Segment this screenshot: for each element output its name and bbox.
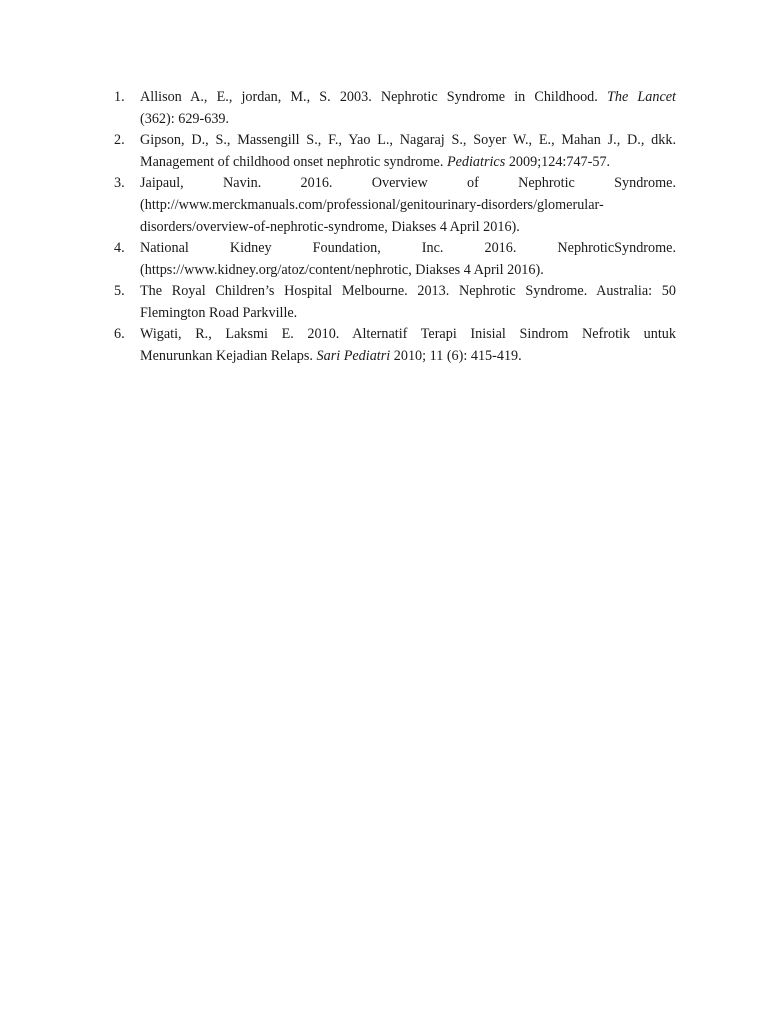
- reference-url: (https://www.kidney.org/atoz/content/nephrotic, Diakses 4 April 2016).: [140, 262, 544, 278]
- reference-number: 6.: [114, 326, 125, 342]
- reference-line: [140, 129, 676, 151]
- reference-line: [140, 259, 676, 281]
- reference-number: 1.: [114, 89, 125, 105]
- reference-list: [114, 86, 676, 366]
- reference-text: (362): 629-639.: [140, 111, 230, 127]
- reference-item: [114, 237, 676, 281]
- reference-item: [114, 280, 676, 324]
- reference-number: 2.: [114, 132, 125, 148]
- reference-line: [140, 172, 676, 194]
- reference-line: [140, 216, 676, 238]
- reference-number: 4.: [114, 240, 125, 256]
- reference-item: [114, 86, 676, 130]
- reference-text: The Royal Children’s Hospital Melbourne. 2013. Nephrotic Syndrome. Australia: 50: [140, 283, 676, 299]
- journal-title: Sari Pediatri: [316, 348, 391, 364]
- reference-text: Menurunkan Kejadian Relaps.: [140, 348, 317, 364]
- reference-text: Allison A., E., jordan, M., S. 2003. Nephrotic Syndrome in Childhood.: [140, 89, 607, 105]
- journal-title: The Lancet: [606, 89, 676, 105]
- reference-line: [140, 323, 676, 345]
- reference-url: (http://www.merckmanuals.com/professional/genitourinary-disorders/glomerular-: [140, 197, 604, 213]
- reference-line: [140, 302, 676, 324]
- journal-title: Pediatrics: [446, 154, 506, 170]
- reference-line: [140, 108, 676, 130]
- reference-item: [114, 172, 676, 238]
- reference-text: Flemington Road Parkville.: [140, 305, 298, 321]
- reference-text: Management of childhood onset nephrotic syndrome.: [140, 154, 447, 170]
- reference-line: [140, 86, 676, 108]
- reference-text: Jaipaul, Navin. 2016. Overview of Nephrotic Syndrome.: [140, 175, 676, 191]
- reference-text: Gipson, D., S., Massengill S., F., Yao L., Nagaraj S., Soyer W., E., Mahan J., D., dkk.: [140, 132, 676, 148]
- reference-number: 3.: [114, 175, 125, 191]
- reference-text: 2009;124:747-57.: [505, 154, 611, 170]
- reference-text: Wigati, R., Laksmi E. 2010. Alternatif Terapi Inisial Sindrom Nefrotik untuk: [140, 326, 676, 342]
- reference-item: [114, 323, 676, 367]
- reference-item: [114, 129, 676, 173]
- reference-text: National Kidney Foundation, Inc. 2016. NephroticSyndrome.: [140, 240, 676, 256]
- reference-line: [140, 151, 676, 173]
- reference-line: [140, 280, 676, 302]
- reference-number: 5.: [114, 283, 125, 299]
- reference-line: [140, 345, 676, 367]
- reference-text: 2010; 11 (6): 415-419.: [390, 348, 522, 364]
- reference-line: [140, 194, 676, 216]
- reference-text: disorders/overview-of-nephrotic-syndrome, Diakses 4 April 2016).: [140, 219, 520, 235]
- reference-line: [140, 237, 676, 259]
